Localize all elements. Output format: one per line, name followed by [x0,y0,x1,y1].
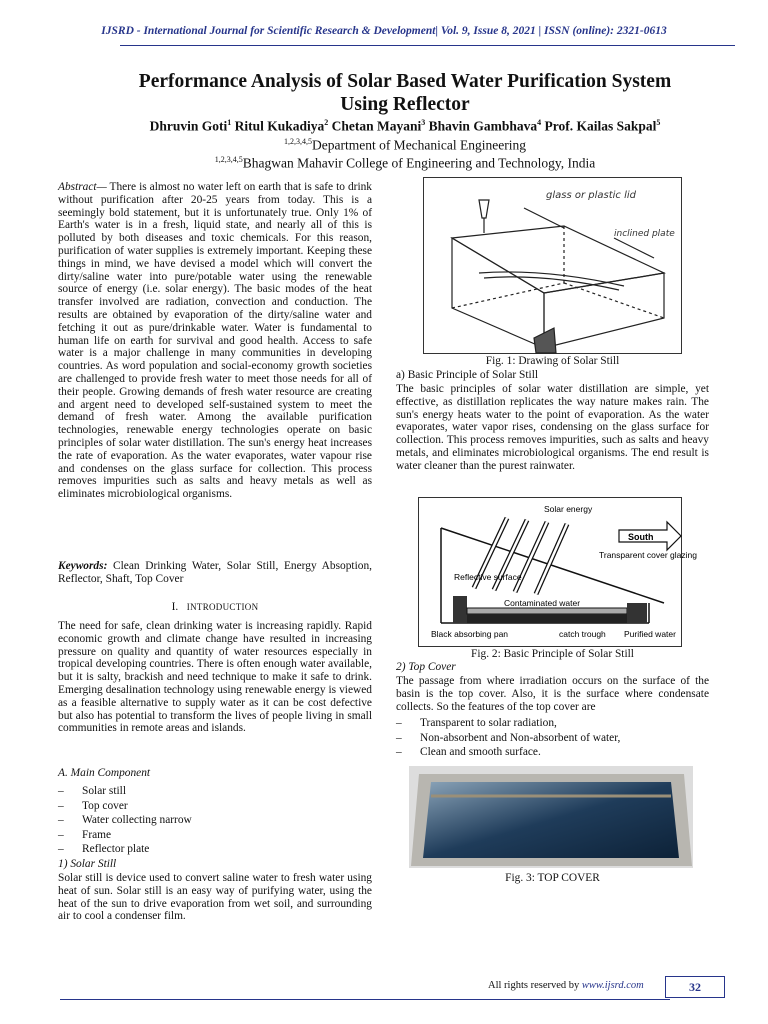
diagram-label-purified: Purified water [624,629,676,639]
list-item: – Water collecting narrow [58,813,372,828]
diagram-label-trough: catch trough [559,629,606,639]
diagram-label-reflective: Reflective surface [454,572,522,582]
diagram-label-cover: Transparent cover glazing [599,550,697,560]
author: Ritul Kukadiya [234,118,325,134]
subsection-solar-still: 1) Solar Still [58,858,117,870]
affiliation-sup: 1,2,3,4,5 [283,137,312,146]
author: Bhavin Gambhava [428,118,538,134]
journal-header: IJSRD - International Journal for Scientific Research & Development| Vol. 9, Issue 8, 2021 | ISSN (online): 2321-0613 [101,25,667,37]
figure-top-cover-photo [409,766,693,868]
solar-still-sketch [424,178,681,353]
affiliation-text: Bhagwan Mahavir College of Engineering and Technology, India [242,155,596,171]
author-sup: 3 [421,118,426,127]
list-item: – Top cover [58,799,372,814]
subsection-main-component: A. Main Component [58,767,151,779]
author-sup: 5 [656,118,661,127]
abstract-text: There is almost no water left on earth that is safe to drink without purification after 20-25 years from today. This is a seemingly bold statement, but it is unfortunately true. Only 1% of Earth's water is in a fresh, liquid state, and nearly all of this is polluted by both diseases and toxic chemicals. For this reason, purification of water supplies is extremely important. Keeping these things in mind, we have devised a model which will convert the dirty/saline water into pure/potable water using the renewable source of energy (i.e. solar energy). The basic modes of the heat transfer involved are radiation, convection and conduction. The results are obtained by evaporation of the dirty/saline water and fetching it out as pure/drinkable water. Water is fundamental to human life on earth for survival and good health. Access to safe water is a major challenge in many communities in developing countries. As word population and social-economy growth societies are challenged to provide fresh water to meet those needs for all of their people. Growing demands of fresh water resource are creating and argent need to developed self-sustained system to meet the demand of fresh water. Among the available purification technologies, renewable energy technologies operate on basic principles of solar water distillation. The sun's energy heat increases the rate of evaporation. As the water evaporates, water vapour rise and condenses on the glass surface for collection. This process removes impurities such as salts and heavy metals as well as eliminates microbiological organisms. [58,181,372,501]
author: Dhruvin Goti [149,118,228,134]
author-sup: 2 [324,118,329,127]
top-cover-photo [409,766,693,868]
footer-rights [488,980,644,991]
figure-1-caption: Fig. 1: Drawing of Solar Still [485,355,620,367]
top-cover-features [396,716,709,760]
author: Prof. Kailas Sakpal [544,118,657,134]
list-item: – Solar still [58,784,372,799]
footer-rule [60,999,670,1000]
abstract-label: Abstract— [58,181,107,193]
affiliation-college [60,155,750,172]
author: Chetan Mayani [331,118,422,134]
affiliation-text: Department of Mechanical Engineering [311,137,527,153]
diagram-label-solar: Solar energy [544,504,593,514]
list-item: – Reflector plate [58,842,372,857]
keywords [58,560,372,586]
figure-2-caption: Fig. 2: Basic Principle of Solar Still [471,648,634,660]
main-component-list [58,784,372,857]
list-item: – Frame [58,828,372,843]
top-cover-text: The passage from where irradiation occurs on the surface of the basin is the top cover. Also, it is the surface where condensate collects. So the features of the top cover are [396,675,709,713]
figure-3-caption: Fig. 3: TOP COVER [505,872,600,884]
page-number: 32 [665,976,725,998]
list-item: – Non-absorbent and Non-absorbent of water, [396,731,709,746]
author-sup: 4 [537,118,542,127]
subsection-top-cover: 2) Top Cover [396,661,456,673]
sketch-label-glass: glass or plastic lid [546,190,637,201]
list-item: – Clean and smooth surface. [396,745,709,760]
author-list [60,118,750,135]
rights-text: All rights reserved by [488,980,582,991]
affiliation-department [60,137,750,154]
paper-title [60,70,750,116]
title-line-1: Performance Analysis of Solar Based Water Purification System [138,71,672,92]
section-heading-introduction [58,601,372,613]
figure-solar-still-drawing [423,177,682,354]
diagram-label-south: South [628,532,654,542]
keywords-text: Clean Drinking Water, Solar Still, Energy Absoption, Reflector, Shaft, Top Cover [58,560,372,585]
introduction-text: The need for safe, clean drinking water is increasing rapidly. Rapid economic growth and climate change have resulted in increasing pressure on quality and quantity of water resources especially in tropical developing countries. There is often enough water available, but it is salty, brackish and need technique to make it safe to drink. Emerging desalination technology using renewable energy is viewed as a feasible alternative to supply water as it can be cost defective but also has potential to transform the lives of people living in small communities in remote areas and islands. [58,620,372,735]
figure-basic-principle-diagram [418,497,697,647]
section-title: INTRODUCTION [186,602,259,612]
affiliation-sup: 1,2,3,4,5 [214,155,243,164]
keywords-label: Keywords: [58,560,108,572]
diagram-label-contaminated: Contaminated water [504,598,581,608]
sketch-label-inclined: inclined plate [614,229,675,239]
author-sup: 1 [227,118,232,127]
title-line-2: Using Reflector [340,94,470,115]
diagram-label-pan: Black absorbing pan [431,629,509,639]
site-link[interactable]: www.ijsrd.com [581,980,644,991]
solar-still-text: Solar still is device used to convert saline water to fresh water using heat of sun. Solar still is an easy way of purifying water, using the heat of the sun to drive evaporation from wet soil, and surrounding air to cool a condenser film. [58,872,372,923]
basic-principle-diagram [419,498,697,646]
header-rule [120,45,735,46]
abstract [58,181,372,501]
basic-principle-text: The basic principles of solar water distillation are simple, yet effective, as distillation replicates the way nature makes rain. The sun's energy heats water to the point of evaporation. As the water evaporates, water vapor rises, condensing on the glass surface for collection. This process removes impurities, such as salts and heavy metals, and eliminates microbiological organisms. The end result is water cleaner than the purest rainwater. [396,383,709,472]
list-item: – Transparent to solar radiation, [396,716,709,731]
subsection-basic-principle: a) Basic Principle of Solar Still [396,369,539,381]
section-number: I. [171,601,179,613]
